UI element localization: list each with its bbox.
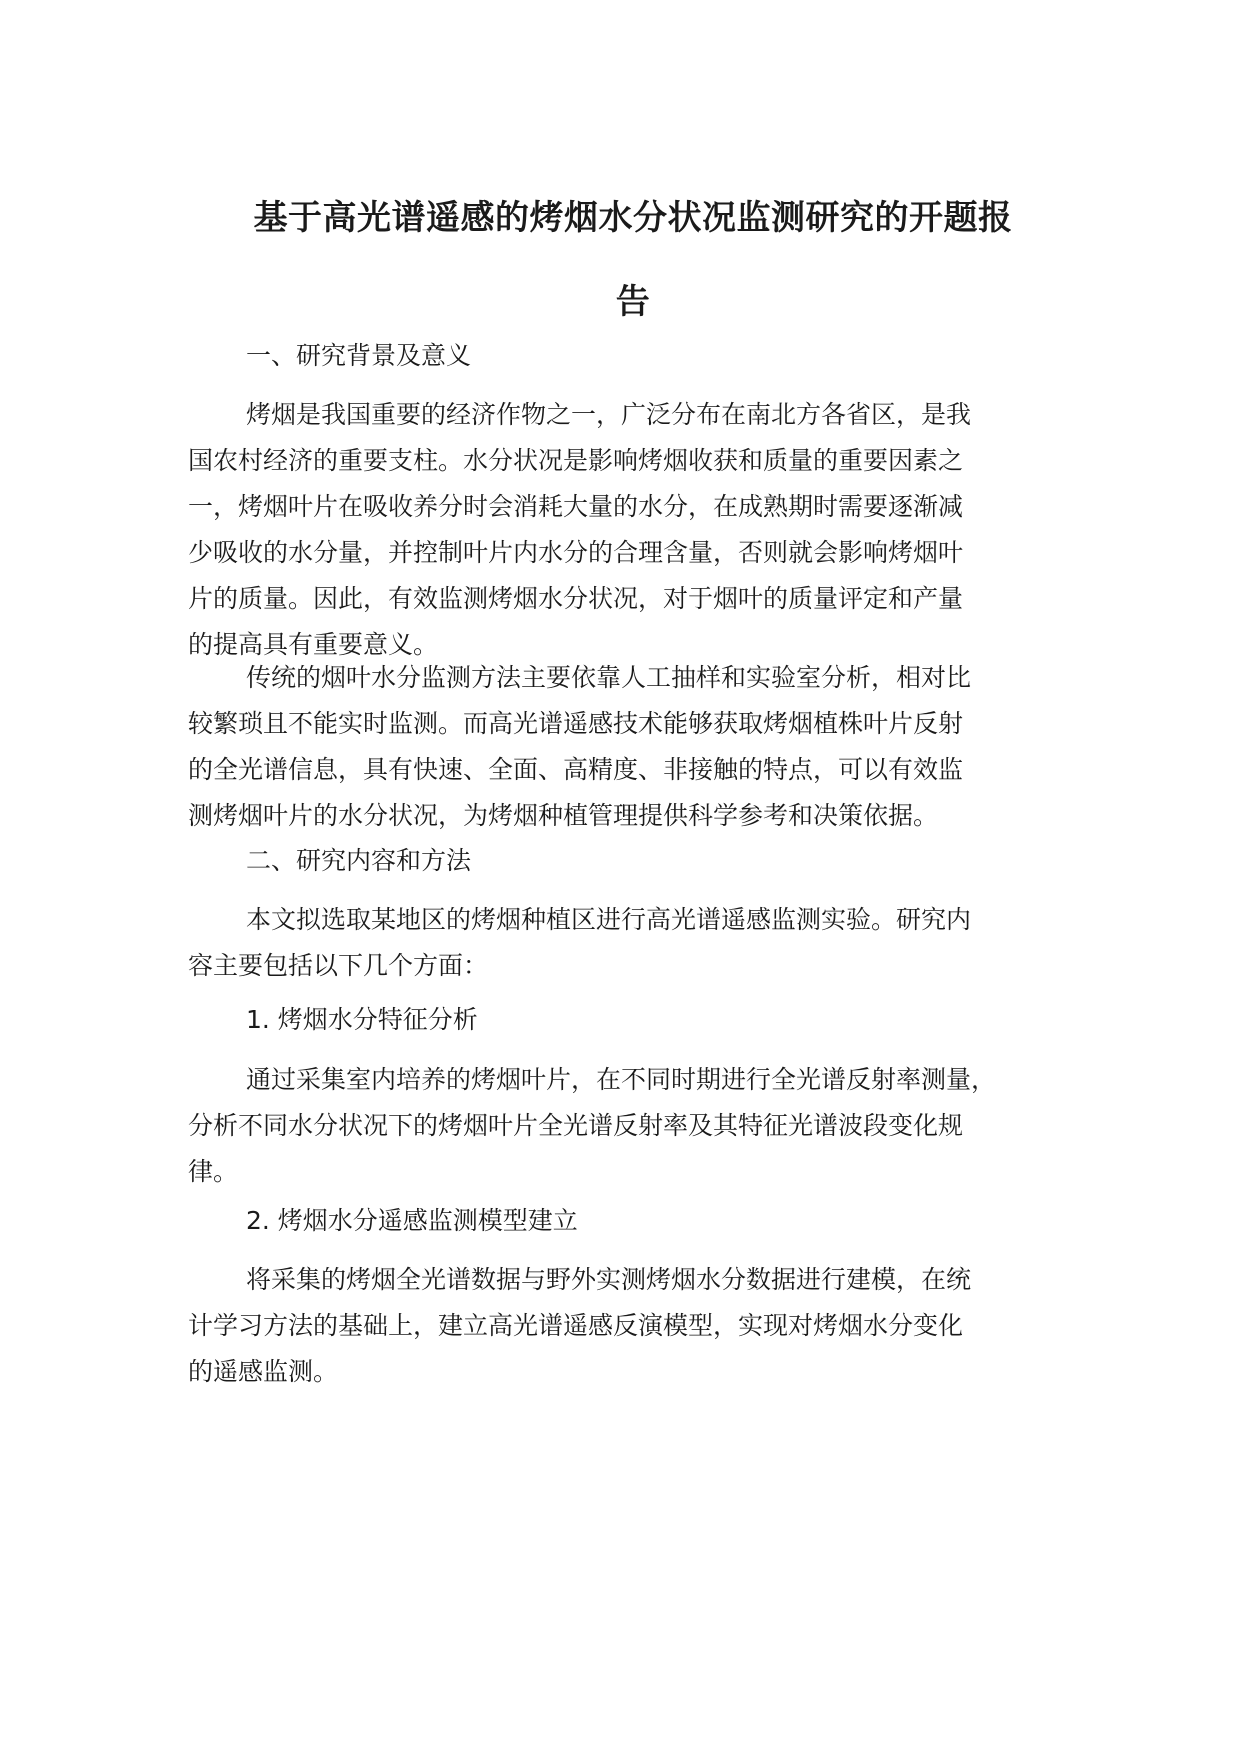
section-1-paragraph-1: [188, 392, 1078, 668]
paragraph-line: 通过采集室内培养的烤烟叶片，在不同时期进行全光谱反射率测量，: [246, 1065, 997, 1094]
paragraph-line: 传统的烟叶水分监测方法主要依靠人工抽样和实验室分析，相对比: [246, 663, 972, 692]
paragraph-line: 的遥感监测。: [188, 1357, 339, 1386]
section-1-paragraph-2: [188, 655, 1078, 839]
paragraph-line: 片的质量。因此，有效监测烤烟水分状况，对于烟叶的质量评定和产量: [188, 584, 964, 613]
paragraph-line: 较繁琐且不能实时监测。而高光谱遥感技术能够获取烤烟植株叶片反射: [188, 709, 964, 738]
title-line-1: 基于高光谱遥感的烤烟水分状况监测研究的开题报: [253, 198, 1013, 238]
item-1-heading: 1. 烤烟水分特征分析: [246, 1005, 478, 1034]
document-page: [188, 0, 1078, 1754]
paragraph-line: 的全光谱信息，具有快速、全面、高精度、非接触的特点，可以有效监: [188, 755, 964, 784]
paragraph-line: 国农村经济的重要支柱。水分状况是影响烤烟收获和质量的重要因素之: [188, 446, 964, 475]
item-2-heading: 2. 烤烟水分遥感监测模型建立: [246, 1206, 578, 1235]
document-title: [188, 176, 1078, 344]
paragraph-line: 的提高具有重要意义。: [188, 630, 439, 659]
paragraph-line: 容主要包括以下几个方面：: [188, 951, 489, 980]
paragraph-line: 分析不同水分状况下的烤烟叶片全光谱反射率及其特征光谱波段变化规: [188, 1111, 964, 1140]
paragraph-line: 本文拟选取某地区的烤烟种植区进行高光谱遥感监测实验。研究内: [246, 905, 972, 934]
paragraph-line: 计学习方法的基础上，建立高光谱遥感反演模型，实现对烤烟水分变化: [188, 1311, 964, 1340]
item-1-paragraph: [188, 1057, 1078, 1195]
section-2-heading: 二、研究内容和方法: [246, 846, 472, 875]
paragraph-line: 烤烟是我国重要的经济作物之一，广泛分布在南北方各省区，是我: [246, 400, 972, 429]
paragraph-line: 少吸收的水分量，并控制叶片内水分的合理含量，否则就会影响烤烟叶: [188, 538, 964, 567]
title-line-2: 告: [615, 282, 651, 322]
paragraph-line: 测烤烟叶片的水分状况，为烤烟种植管理提供科学参考和决策依据。: [188, 801, 939, 830]
item-2-paragraph: [188, 1257, 1078, 1395]
paragraph-line: 律。: [188, 1157, 239, 1186]
section-2-paragraph-1: [188, 897, 1078, 989]
section-1-heading: 一、研究背景及意义: [246, 341, 472, 370]
paragraph-line: 一，烤烟叶片在吸收养分时会消耗大量的水分，在成熟期时需要逐渐减: [188, 492, 964, 521]
paragraph-line: 将采集的烤烟全光谱数据与野外实测烤烟水分数据进行建模，在统: [246, 1265, 972, 1294]
